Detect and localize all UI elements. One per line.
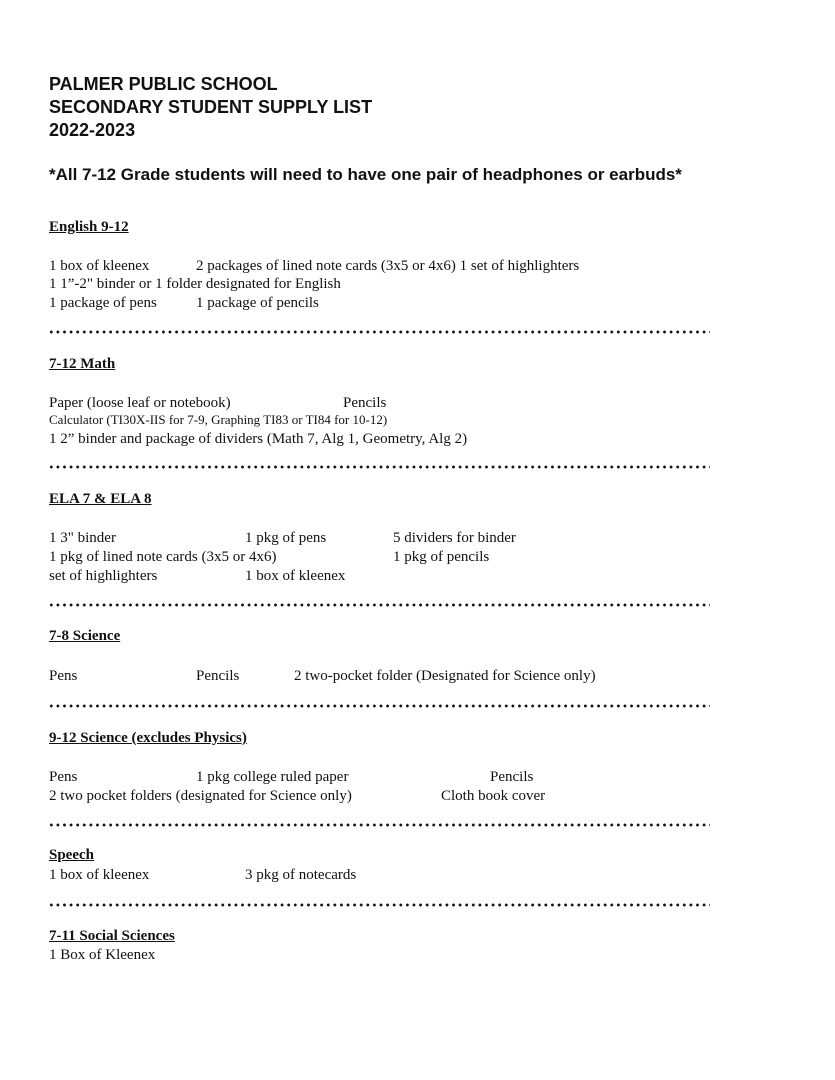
speech-item: 1 box of kleenex — [49, 867, 150, 883]
ela-item: 1 pkg of pencils — [393, 549, 490, 565]
dotted-divider — [48, 704, 710, 708]
dotted-divider — [48, 465, 710, 469]
science912-item: 2 two pocket folders (designated for Science only) — [49, 788, 352, 804]
science912-section-title: 9-12 Science (excludes Physics) — [49, 730, 247, 746]
math-item: 1 2” binder and package of dividers (Math 7, Alg 1, Geometry, Alg 2) — [49, 431, 468, 447]
math-item: Paper (loose leaf or notebook) — [49, 395, 231, 411]
science78-section-title: 7-8 Science — [49, 628, 121, 644]
science912-item: Pencils — [490, 769, 534, 785]
ela-item: 1 box of kleenex — [245, 568, 346, 584]
ela-item: 1 pkg of lined note cards (3x5 or 4x6) — [49, 549, 277, 565]
math-item: Calculator (TI30X-IIS for 7-9, Graphing TI83 or TI84 for 10-12) — [49, 412, 388, 427]
dotted-divider — [48, 823, 710, 827]
english-item: 2 packages of lined note cards (3x5 or 4x6) 1 set of highlighters — [196, 258, 580, 274]
school-year: 2022-2023 — [49, 120, 136, 140]
english-item: 1 package of pencils — [196, 295, 319, 311]
speech-item: 3 pkg of notecards — [245, 867, 357, 883]
ela-item: set of highlighters — [49, 568, 158, 584]
social-section-title: 7-11 Social Sciences — [49, 928, 175, 944]
dotted-divider — [48, 603, 710, 607]
science912-item: 1 pkg college ruled paper — [196, 769, 349, 785]
ela-item: 5 dividers for binder — [393, 530, 516, 546]
social-item: 1 Box of Kleenex — [49, 947, 156, 963]
headphones-note: *All 7-12 Grade students will need to have one pair of headphones or earbuds* — [49, 165, 682, 184]
dotted-divider — [48, 330, 710, 334]
english-section-title: English 9-12 — [49, 219, 129, 235]
ela-item: 1 pkg of pens — [245, 530, 327, 546]
math-item: Pencils — [343, 395, 387, 411]
science912-item: Pens — [49, 769, 78, 785]
speech-section-title: Speech — [49, 847, 94, 863]
school-name: PALMER PUBLIC SCHOOL — [49, 74, 278, 94]
science912-item: Cloth book cover — [441, 788, 546, 804]
english-item: 1 package of pens — [49, 295, 157, 311]
english-item: 1 1”-2" binder or 1 folder designated for English — [49, 276, 341, 292]
dotted-divider — [48, 903, 710, 907]
ela-section-title: ELA 7 & ELA 8 — [49, 491, 152, 507]
math-section-title: 7-12 Math — [49, 356, 116, 372]
science78-item: Pens — [49, 668, 78, 684]
english-item: 1 box of kleenex — [49, 258, 150, 274]
list-title: SECONDARY STUDENT SUPPLY LIST — [49, 97, 373, 117]
science78-item: 2 two-pocket folder (Designated for Science only) — [294, 668, 596, 684]
ela-item: 1 3" binder — [49, 530, 116, 546]
science78-item: Pencils — [196, 668, 240, 684]
